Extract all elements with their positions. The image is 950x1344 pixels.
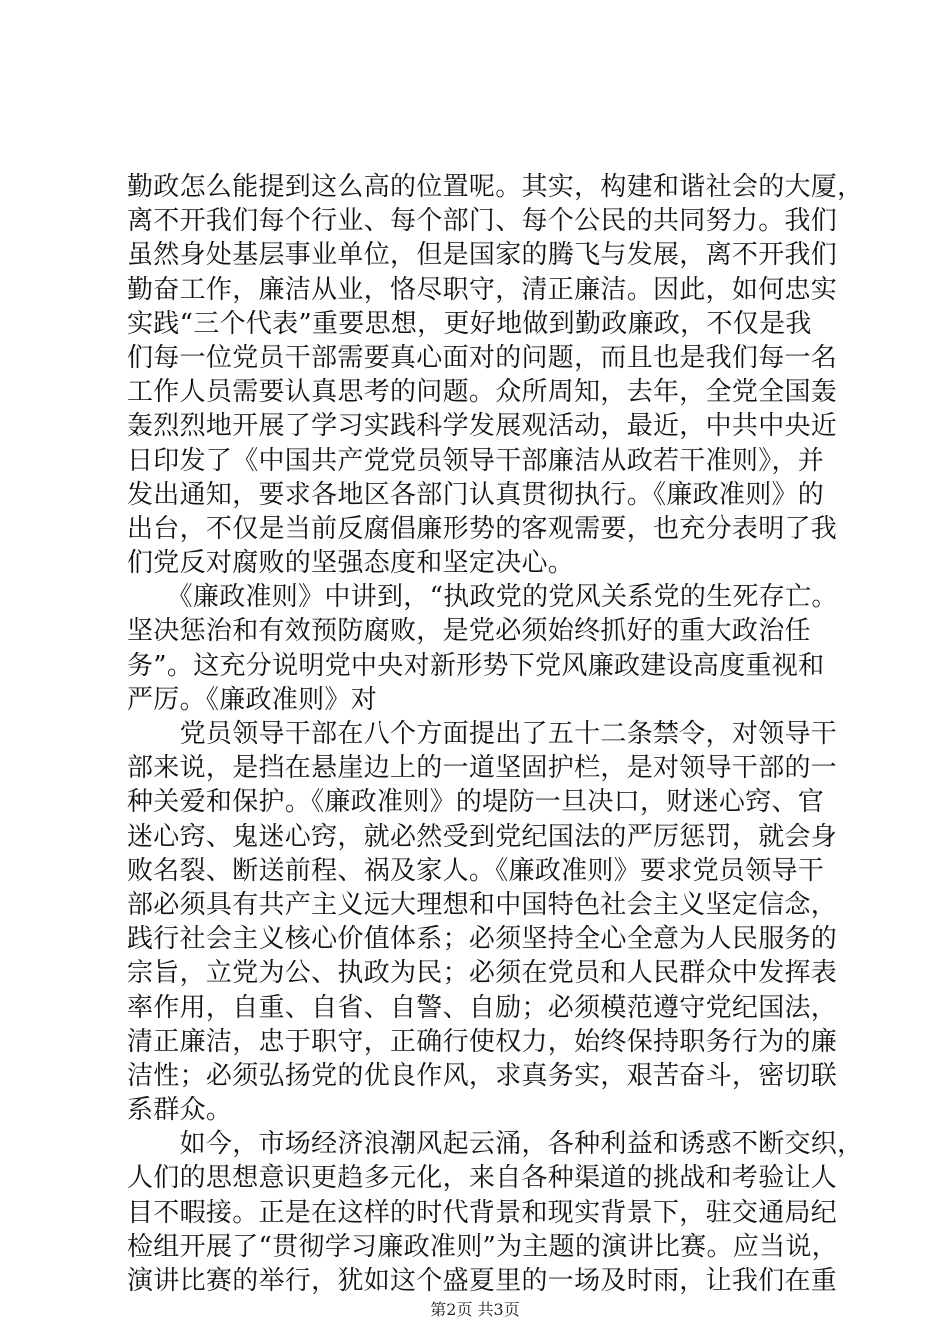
text-line: 实践“三个代表”重要思想，更好地做到勤政廉政，不仅是我 [127, 308, 812, 339]
text-line: 们党反对腐败的坚强态度和坚定决心。 [127, 548, 575, 579]
text-line: 人们的思想意识更趋多元化，来自各种渠道的挑战和考验让人 [127, 1163, 838, 1194]
text-line: 出台，不仅是当前反腐倡廉形势的客观需要，也充分表明了我 [127, 513, 838, 544]
body-text [127, 170, 864, 1298]
text-line: 轰烈烈地开展了学习实践科学发展观活动，最近，中共中央近 [127, 411, 838, 442]
text-line: 败名裂、断送前程、祸及家人。《廉政准则》要求党员领导干 [127, 855, 825, 886]
text-line: 清正廉洁，忠于职守，正确行使权力，始终保持职务行为的廉 [127, 1026, 838, 1057]
text-line: 部必须具有共产主义远大理想和中国特色社会主义坚定信念， [127, 889, 838, 920]
text-line: 勤政怎么能提到这么高的位置呢。其实，构建和谐社会的大厦， [127, 172, 864, 202]
text-line: 率作用，自重、自省、自警、自励；必须模范遵守党纪国法， [127, 992, 838, 1023]
text-line: 宗旨，立党为公、执政为民；必须在党员和人民群众中发挥表 [127, 958, 838, 989]
text-line: 部来说，是挡在悬崖边上的一道坚固护栏，是对领导干部的一 [127, 753, 838, 784]
text-line: 系群众。 [127, 1095, 233, 1126]
text-line: 严厉。《廉政准则》对 [127, 684, 378, 715]
text-line: 离不开我们每个行业、每个部门、每个公民的共同努力。我们 [127, 206, 838, 237]
text-line: 如今，市场经济浪潮风起云涌，各种利益和诱惑不断交织， [127, 1129, 864, 1160]
text-line: 发出通知，要求各地区各部门认真贯彻执行。《廉政准则》的 [127, 479, 825, 510]
text-line: 演讲比赛的举行，犹如这个盛夏里的一场及时雨，让我们在重 [127, 1266, 838, 1296]
text-line: 工作人员需要认真思考的问题。众所周知，去年，全党全国轰 [127, 377, 838, 408]
text-line: 迷心窍、鬼迷心窍，就必然受到党纪国法的严厉惩罚，就会身 [127, 821, 838, 852]
page-footer: 第2页 共3页 [430, 1300, 520, 1319]
text-line: 践行社会主义核心价值体系；必须坚持全心全意为人民服务的 [127, 924, 838, 955]
text-line: 勤奋工作，廉洁从业，恪尽职守，清正廉洁。因此，如何忠实 [127, 274, 838, 305]
text-line: 务”。这充分说明党中央对新形势下党风廉政建设高度重视和 [127, 650, 825, 681]
text-line: 虽然身处基层事业单位，但是国家的腾飞与发展，离不开我们 [127, 240, 838, 271]
text-line: 党员领导干部在八个方面提出了五十二条禁令，对领导干 [127, 719, 838, 749]
text-line: 洁性；必须弘扬党的优良作风，求真务实，艰苦奋斗，密切联 [127, 1060, 838, 1091]
text-line: 坚决惩治和有效预防腐败，是党必须始终抓好的重大政治任 [127, 616, 811, 647]
text-line: 日印发了《中国共产党党员领导干部廉洁从政若干准则》，并 [127, 445, 825, 476]
text-line: 们每一位党员干部需要真心面对的问题，而且也是我们每一名 [127, 342, 838, 373]
text-line: 种关爱和保护。《廉政准则》的堤防一旦决口，财迷心窍、官 [127, 787, 825, 818]
text-line: 《廉政准则》中讲到，“执政党的党风关系党的生死存亡。 [127, 582, 838, 613]
text-line: 检组开展了“贯彻学习廉政准则”为主题的演讲比赛。应当说， [127, 1231, 838, 1262]
text-line: 目不暇接。正是在这样的时代背景和现实背景下，驻交通局纪 [127, 1197, 838, 1228]
